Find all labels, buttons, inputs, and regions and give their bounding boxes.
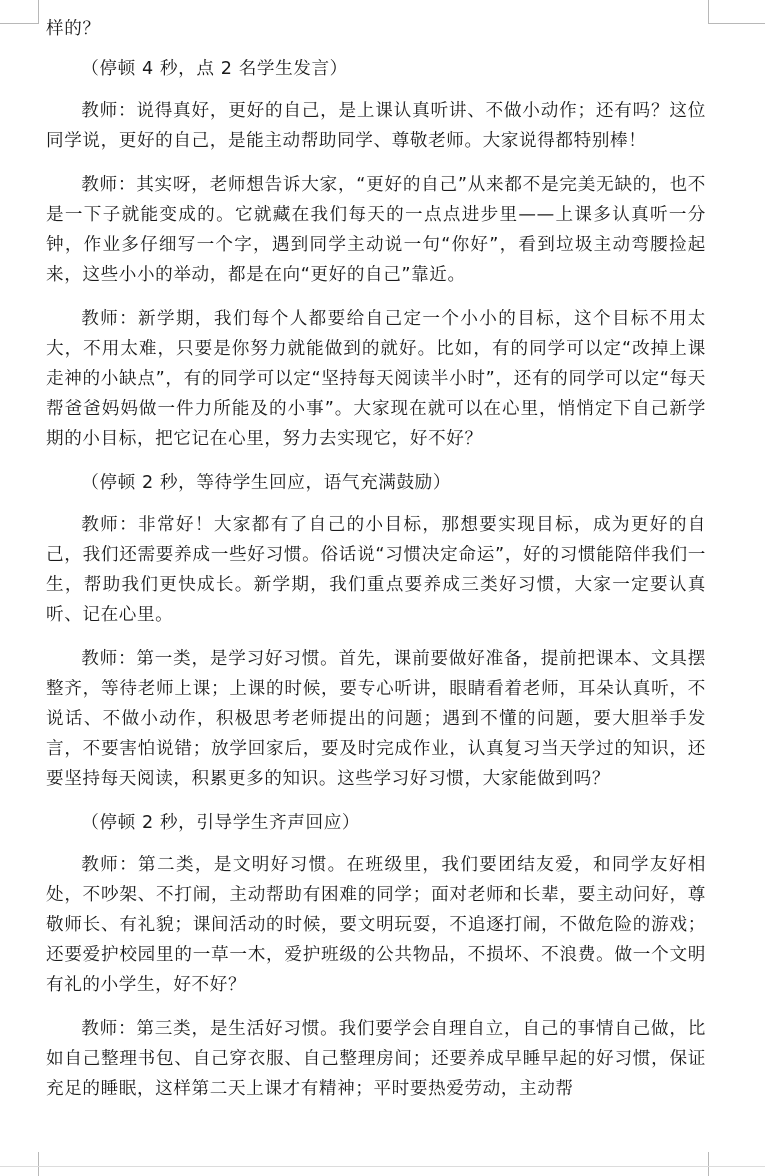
teacher-paragraph: 教师：第一类，是学习好习惯。首先，课前要做好准备，提前把课本、文具摆整齐，等待老师上课；上课的时候，要专心听讲，眼睛看着老师，耳朵认真听，不说话、不做小动作，积极思考老师提出的问题；遇到不懂的问题，要大胆举手发言，不要害怕说错；放学回家后，要及时完成作业，认真复习当天学过的知识，还要坚持每天阅读，积累更多的知识。这些学习好习惯，大家能做到吗？ bbox=[46, 649, 706, 789]
stage-direction: （停顿 2 秒，引导学生齐声回应） bbox=[81, 813, 361, 833]
corner-mark-top-left-v bbox=[38, 0, 39, 24]
corner-mark-top-right-h bbox=[708, 23, 765, 24]
corner-mark-top-right-v bbox=[708, 0, 709, 24]
corner-mark-top-left-h bbox=[0, 23, 38, 24]
stage-direction: （停顿 4 秒，点 2 名学生发言） bbox=[81, 59, 348, 79]
teacher-paragraph: 教师：第二类，是文明好习惯。在班级里，我们要团结友爱，和同学友好相处，不吵架、不打闹，主动帮助有困难的同学；面对老师和长辈，要主动问好，尊敬师长、有礼貌；课间活动的时候，要文明玩耍，不追逐打闹，不做危险的游戏；还要爱护校园里的一草一木，爱护班级的公共物品，不损坏、不浪费。做一个文明有礼的小学生，好不好？ bbox=[46, 855, 706, 995]
document-body bbox=[46, 14, 706, 1118]
page-bottom-edge bbox=[0, 1166, 765, 1167]
corner-mark-bottom-right-v bbox=[708, 1152, 709, 1176]
teacher-paragraph: 教师：其实呀，老师想告诉大家，“更好的自己”从来都不是完美无缺的，也不是一下子就能变成的。它就藏在我们每天的一点点进步里——上课多认真听一分钟，作业多仔细写一个字，遇到同学主动说一句“你好”，看到垃圾主动弯腰捡起来，这些小小的举动，都是在向“更好的自己”靠近。 bbox=[46, 175, 706, 285]
stage-direction: （停顿 2 秒，等待学生回应，语气充满鼓励） bbox=[81, 473, 452, 493]
paragraph-continuation: 样的？ bbox=[46, 19, 101, 39]
teacher-paragraph: 教师：非常好！大家都有了自己的小目标，那想要实现目标，成为更好的自己，我们还需要养成一些好习惯。俗话说“习惯决定命运”，好的习惯能陪伴我们一生，帮助我们更快成长。新学期，我们重点要养成三类好习惯，大家一定要认真听、记在心里。 bbox=[46, 515, 706, 625]
teacher-paragraph: 教师：第三类，是生活好习惯。我们要学会自理自立，自己的事情自己做，比如自己整理书包、自己穿衣服、自己整理房间；还要养成早睡早起的好习惯，保证充足的睡眠，这样第二天上课才有精神；平时要热爱劳动，主动帮 bbox=[46, 1019, 706, 1099]
corner-mark-bottom-left-v bbox=[38, 1152, 39, 1176]
teacher-paragraph: 教师：新学期，我们每个人都要给自己定一个小小的目标，这个目标不用太大，不用太难，只要是你努力就能做到的就好。比如，有的同学可以定“改掉上课走神的小缺点”，有的同学可以定“坚持每天阅读半小时”，还有的同学可以定“每天帮爸爸妈妈做一件力所能及的小事”。大家现在就可以在心里，悄悄定下自己新学期的小目标，把它记在心里，努力去实现它，好不好？ bbox=[46, 309, 706, 449]
teacher-paragraph: 教师：说得真好，更好的自己，是上课认真听讲、不做小动作；还有吗？这位同学说，更好的自己，是能主动帮助同学、尊敬老师。大家说得都特别棒！ bbox=[46, 101, 706, 151]
